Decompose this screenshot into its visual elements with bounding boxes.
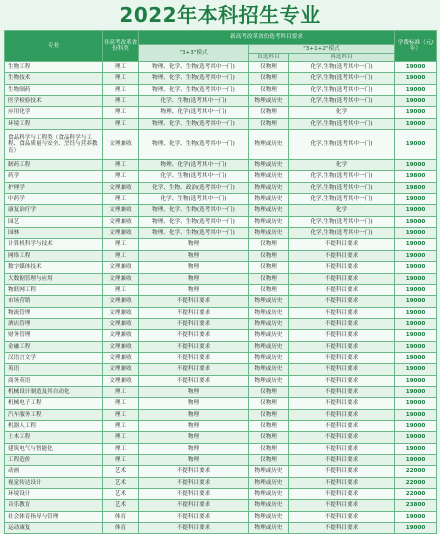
table-row [5,511,437,522]
mode-33-cell: 物理、化学、生物(选考其中一门) [139,205,249,216]
first-choice-cell: 仅物理 [249,432,289,443]
second-choice-cell: 化学 [289,107,395,118]
second-choice-cell: 化学,生物(选考其中一门) [289,216,395,227]
table-row [5,130,437,160]
first-choice-cell: 仅物理 [249,107,289,118]
col-mode-312-header: "3+1+2"模式 [249,45,395,54]
table-row [5,84,437,95]
category-cell: 理工 [103,239,139,250]
category-cell: 文理兼收 [103,262,139,273]
major-cell: 应用化学 [5,107,103,118]
first-choice-cell: 仅物理 [249,443,289,454]
fee-cell: 19000 [395,62,437,73]
mode-33-cell: 化学、生物(选考其中一门) [139,171,249,182]
table-row [5,318,437,329]
first-choice-cell: 仅物理 [249,409,289,420]
second-choice-cell: 不提科目要求 [289,318,395,329]
table-row [5,239,437,250]
category-cell: 理工 [103,96,139,107]
second-choice-cell: 不提科目要求 [289,375,395,386]
fee-cell: 19000 [395,228,437,239]
major-cell: 物流管理 [5,307,103,318]
mode-33-cell: 不提科目要求 [139,489,249,500]
category-cell: 理工 [103,443,139,454]
second-choice-cell: 不提科目要求 [289,500,395,511]
table-row [5,500,437,511]
second-choice-cell: 化学,生物(选考其中一门) [289,62,395,73]
second-choice-cell: 化学 [289,160,395,171]
first-choice-cell: 仅物理 [249,239,289,250]
fee-cell: 19000 [395,84,437,95]
table-header [5,31,437,62]
fee-cell: 19000 [395,432,437,443]
fee-cell: 19000 [395,130,437,160]
category-cell: 体育 [103,523,139,534]
second-choice-cell: 化学,生物(选考其中一门) [289,73,395,84]
major-cell: 食品科学与工程类（食品科学与工程、食品质量与安全、烹饪与营养教育） [5,130,103,160]
table-body [5,62,437,534]
first-choice-cell: 仅物理 [249,398,289,409]
major-cell: 制药工程 [5,160,103,171]
mode-33-cell: 不提科目要求 [139,523,249,534]
category-cell: 理工 [103,432,139,443]
fee-cell: 19000 [395,205,437,216]
mode-33-cell: 化学、生物(选考其中一门) [139,194,249,205]
major-cell: 社会体育指导与管理 [5,511,103,522]
major-cell: 汽车服务工程 [5,409,103,420]
table-row [5,160,437,171]
first-choice-cell: 物理或历史 [249,364,289,375]
mode-33-cell: 不提科目要求 [139,364,249,375]
table-row [5,477,437,488]
table-row [5,398,437,409]
second-choice-cell: 不提科目要求 [289,262,395,273]
mode-33-cell: 物理、化学(选考其中一门) [139,160,249,171]
table-row [5,273,437,284]
mode-33-cell: 物理、化学、生物(选考其中一门) [139,228,249,239]
major-cell: 工程造价 [5,455,103,466]
first-choice-cell: 物理或历史 [249,477,289,488]
mode-33-cell: 不提科目要求 [139,500,249,511]
table-row [5,296,437,307]
first-choice-cell: 物理或历史 [249,307,289,318]
category-cell: 理工 [103,160,139,171]
table-row [5,96,437,107]
table-row [5,523,437,534]
fee-cell: 19000 [395,194,437,205]
category-cell: 理工 [103,398,139,409]
fee-cell: 19000 [395,352,437,363]
category-cell: 理工 [103,107,139,118]
major-cell: 英语 [5,364,103,375]
col-second-choice-header: 再选科目 [289,54,395,62]
second-choice-cell: 不提科目要求 [289,477,395,488]
second-choice-cell: 化学,生物(选考其中一门) [289,182,395,193]
fee-cell: 19000 [395,107,437,118]
table-row [5,455,437,466]
fee-cell: 19000 [395,262,437,273]
fee-cell: 19000 [395,398,437,409]
table-row [5,375,437,386]
mode-33-cell: 物理 [139,250,249,261]
major-cell: 计算机科学与技术 [5,239,103,250]
mode-33-cell: 物理 [139,398,249,409]
major-cell: 园艺 [5,216,103,227]
major-cell: 酒店管理 [5,318,103,329]
col-fee-header: 学费标准（元/年） [395,31,437,62]
fee-cell: 22000 [395,489,437,500]
fee-cell: 19000 [395,455,437,466]
fee-cell: 19000 [395,284,437,295]
table-row [5,216,437,227]
mode-33-cell: 物理、化学、生物(选考其中一门) [139,62,249,73]
fee-cell: 19000 [395,330,437,341]
mode-33-cell: 不提科目要求 [139,307,249,318]
first-choice-cell: 物理或历史 [249,523,289,534]
category-cell: 理工 [103,84,139,95]
mode-33-cell: 物理 [139,420,249,431]
major-cell: 财务管理 [5,330,103,341]
second-choice-cell: 化学,生物(选考其中一门) [289,118,395,129]
mode-33-cell: 物理 [139,432,249,443]
second-choice-cell: 不提科目要求 [289,455,395,466]
table-row [5,443,437,454]
mode-33-cell: 物理、化学(选考其中一门) [139,107,249,118]
major-cell: 康复治疗学 [5,205,103,216]
mode-33-cell: 不提科目要求 [139,318,249,329]
second-choice-cell: 不提科目要求 [289,307,395,318]
mode-33-cell: 不提科目要求 [139,375,249,386]
first-choice-cell: 物理或历史 [249,511,289,522]
table-row [5,73,437,84]
first-choice-cell: 仅物理 [249,455,289,466]
table-row [5,420,437,431]
category-cell: 体育 [103,511,139,522]
category-cell: 文理兼收 [103,352,139,363]
first-choice-cell: 仅物理 [249,62,289,73]
second-choice-cell: 不提科目要求 [289,523,395,534]
major-cell: 药学 [5,171,103,182]
table-row [5,432,437,443]
table-row [5,364,437,375]
first-choice-cell: 仅物理 [249,284,289,295]
first-choice-cell: 物理或历史 [249,330,289,341]
second-choice-cell: 化学,生物(选考其中一门) [289,96,395,107]
category-cell: 文理兼收 [103,318,139,329]
first-choice-cell: 物理或历史 [249,352,289,363]
category-cell: 文理兼收 [103,273,139,284]
mode-33-cell: 物理 [139,455,249,466]
fee-cell: 19000 [395,73,437,84]
col-category-header: 非高考改革省份科类 [103,31,139,62]
table-row [5,194,437,205]
mode-33-cell: 不提科目要求 [139,330,249,341]
major-cell: 生物工程 [5,62,103,73]
second-choice-cell: 不提科目要求 [289,386,395,397]
fee-cell: 19000 [395,216,437,227]
major-cell: 护理学 [5,182,103,193]
mode-33-cell: 不提科目要求 [139,352,249,363]
table-row [5,341,437,352]
major-cell: 金融工程 [5,341,103,352]
major-cell: 数字媒体技术 [5,262,103,273]
second-choice-cell: 不提科目要求 [289,409,395,420]
second-choice-cell: 化学 [289,205,395,216]
category-cell: 理工 [103,284,139,295]
major-cell: 物联网工程 [5,284,103,295]
second-choice-cell: 不提科目要求 [289,398,395,409]
category-cell: 文理兼收 [103,330,139,341]
mode-33-cell: 物理 [139,239,249,250]
col-first-choice-header: 首选科目 [249,54,289,62]
table-row [5,205,437,216]
category-cell: 理工 [103,62,139,73]
fee-cell: 19000 [395,250,437,261]
col-mode-33-header: "3+3"模式 [139,45,249,62]
major-table [4,30,437,534]
second-choice-cell: 化学,生物(选考其中一门) [289,171,395,182]
fee-cell: 19000 [395,160,437,171]
fee-cell: 19800 [395,182,437,193]
fee-cell: 19000 [395,296,437,307]
first-choice-cell: 物理或历史 [249,205,289,216]
category-cell: 文理兼收 [103,228,139,239]
mode-33-cell: 化学、生物、政治(选考其中一门) [139,182,249,193]
category-cell: 理工 [103,386,139,397]
fee-cell: 19000 [395,386,437,397]
first-choice-cell: 物理或历史 [249,296,289,307]
category-cell: 艺术 [103,477,139,488]
mode-33-cell: 物理 [139,386,249,397]
second-choice-cell: 不提科目要求 [289,420,395,431]
table-row [5,284,437,295]
second-choice-cell: 不提科目要求 [289,432,395,443]
mode-33-cell: 物理、化学、生物(选考其中一门) [139,73,249,84]
category-cell: 理工 [103,73,139,84]
first-choice-cell: 仅物理 [249,84,289,95]
second-choice-cell: 不提科目要求 [289,341,395,352]
table-row [5,307,437,318]
major-cell: 中药学 [5,194,103,205]
second-choice-cell: 不提科目要求 [289,364,395,375]
first-choice-cell: 仅物理 [249,250,289,261]
mode-33-cell: 物理 [139,273,249,284]
col-new-reform-header: 新高考改革省份选考科目要求 [139,31,395,45]
major-cell: 环境设计 [5,489,103,500]
mode-33-cell: 化学、生物(选考其中一门) [139,96,249,107]
first-choice-cell: 物理或历史 [249,160,289,171]
second-choice-cell: 不提科目要求 [289,352,395,363]
major-cell: 机械电子工程 [5,398,103,409]
first-choice-cell: 仅物理 [249,262,289,273]
first-choice-cell: 物理或历史 [249,216,289,227]
first-choice-cell: 仅物理 [249,386,289,397]
category-cell: 理工 [103,455,139,466]
table-row [5,489,437,500]
first-choice-cell: 仅物理 [249,420,289,431]
col-major-header: 专业 [5,31,103,62]
category-cell: 文理兼收 [103,375,139,386]
major-cell: 园林 [5,228,103,239]
category-cell: 理工 [103,409,139,420]
category-cell: 文理兼收 [103,296,139,307]
first-choice-cell: 物理或历史 [249,194,289,205]
category-cell: 理工 [103,118,139,129]
category-cell: 艺术 [103,500,139,511]
table-row [5,118,437,129]
mode-33-cell: 不提科目要求 [139,296,249,307]
second-choice-cell: 化学,生物(选考其中一门) [289,228,395,239]
category-cell: 艺术 [103,466,139,477]
fee-cell: 19000 [395,409,437,420]
major-cell: 网络工程 [5,250,103,261]
category-cell: 艺术 [103,489,139,500]
major-cell: 音乐教育 [5,500,103,511]
fee-cell: 19800 [395,171,437,182]
first-choice-cell: 物理或历史 [249,228,289,239]
fee-cell: 19000 [395,341,437,352]
first-choice-cell: 物理或历史 [249,375,289,386]
mode-33-cell: 物理、化学、生物(选考其中一门) [139,118,249,129]
category-cell: 文理兼收 [103,130,139,160]
category-cell: 文理兼收 [103,182,139,193]
first-choice-cell: 物理或历史 [249,489,289,500]
mode-33-cell: 物理、化学、生物(选考其中一门) [139,130,249,160]
major-cell: 生物技术 [5,73,103,84]
fee-cell: 19000 [395,96,437,107]
fee-cell: 19000 [395,523,437,534]
category-cell: 理工 [103,420,139,431]
major-cell: 环境工程 [5,118,103,129]
fee-cell: 19000 [395,118,437,129]
major-cell: 机器人工程 [5,420,103,431]
page-title: 2022年本科招生专业 [119,3,321,27]
major-cell: 建筑电气与智能化 [5,443,103,454]
table-row [5,250,437,261]
second-choice-cell: 不提科目要求 [289,443,395,454]
second-choice-cell: 不提科目要求 [289,489,395,500]
fee-cell: 19000 [395,239,437,250]
table-row [5,62,437,73]
fee-cell: 19000 [395,375,437,386]
major-cell: 机械设计制造及其自动化 [5,386,103,397]
fee-cell: 19000 [395,420,437,431]
mode-33-cell: 物理、化学、生物(选考其中一门) [139,84,249,95]
second-choice-cell: 不提科目要求 [289,466,395,477]
mode-33-cell: 物理 [139,443,249,454]
table-row [5,182,437,193]
major-cell: 土木工程 [5,432,103,443]
table-row [5,352,437,363]
major-cell: 商务英语 [5,375,103,386]
fee-cell: 23800 [395,500,437,511]
table-row [5,466,437,477]
table-row [5,107,437,118]
first-choice-cell: 物理或历史 [249,318,289,329]
mode-33-cell: 不提科目要求 [139,466,249,477]
second-choice-cell: 化学,生物(选考其中一门) [289,84,395,95]
major-cell: 生物制药 [5,84,103,95]
mode-33-cell: 物理 [139,409,249,420]
fee-cell: 19000 [395,364,437,375]
mode-33-cell: 物理 [139,262,249,273]
category-cell: 文理兼收 [103,364,139,375]
first-choice-cell: 物理或历史 [249,182,289,193]
mode-33-cell: 物理 [139,284,249,295]
first-choice-cell: 物理或历史 [249,500,289,511]
second-choice-cell: 不提科目要求 [289,250,395,261]
mode-33-cell: 不提科目要求 [139,477,249,488]
second-choice-cell: 不提科目要求 [289,239,395,250]
category-cell: 理工 [103,250,139,261]
category-cell: 理工 [103,171,139,182]
fee-cell: 19000 [395,318,437,329]
first-choice-cell: 物理或历史 [249,341,289,352]
category-cell: 理工 [103,194,139,205]
major-cell: 动画 [5,466,103,477]
second-choice-cell: 化学,生物(选考其中一门) [289,130,395,160]
major-cell: 视觉传达设计 [5,477,103,488]
second-choice-cell: 化学,生物(选考其中一门) [289,194,395,205]
first-choice-cell: 仅物理 [249,73,289,84]
table-row [5,262,437,273]
first-choice-cell: 物理或历史 [249,171,289,182]
fee-cell: 22000 [395,466,437,477]
major-cell: 运动康复 [5,523,103,534]
table-row [5,171,437,182]
fee-cell: 19000 [395,511,437,522]
second-choice-cell: 不提科目要求 [289,296,395,307]
category-cell: 文理兼收 [103,341,139,352]
major-cell: 大数据管理与应用 [5,273,103,284]
category-cell: 文理兼收 [103,216,139,227]
first-choice-cell: 物理或历史 [249,130,289,160]
fee-cell: 22000 [395,477,437,488]
table-row [5,386,437,397]
major-cell: 医学检验技术 [5,96,103,107]
major-cell: 市场营销 [5,296,103,307]
first-choice-cell: 物理或历史 [249,96,289,107]
fee-cell: 19000 [395,443,437,454]
table-row [5,409,437,420]
major-cell: 汉语言文学 [5,352,103,363]
fee-cell: 19000 [395,307,437,318]
mode-33-cell: 物理、化学、生物(选考其中一门) [139,216,249,227]
second-choice-cell: 不提科目要求 [289,511,395,522]
table-row [5,228,437,239]
table-row [5,330,437,341]
category-cell: 文理兼收 [103,205,139,216]
first-choice-cell: 物理或历史 [249,466,289,477]
mode-33-cell: 不提科目要求 [139,341,249,352]
first-choice-cell: 仅物理 [249,118,289,129]
category-cell: 文理兼收 [103,307,139,318]
mode-33-cell: 不提科目要求 [139,511,249,522]
second-choice-cell: 不提科目要求 [289,284,395,295]
second-choice-cell: 不提科目要求 [289,330,395,341]
second-choice-cell: 不提科目要求 [289,273,395,284]
fee-cell: 19000 [395,273,437,284]
first-choice-cell: 仅物理 [249,273,289,284]
